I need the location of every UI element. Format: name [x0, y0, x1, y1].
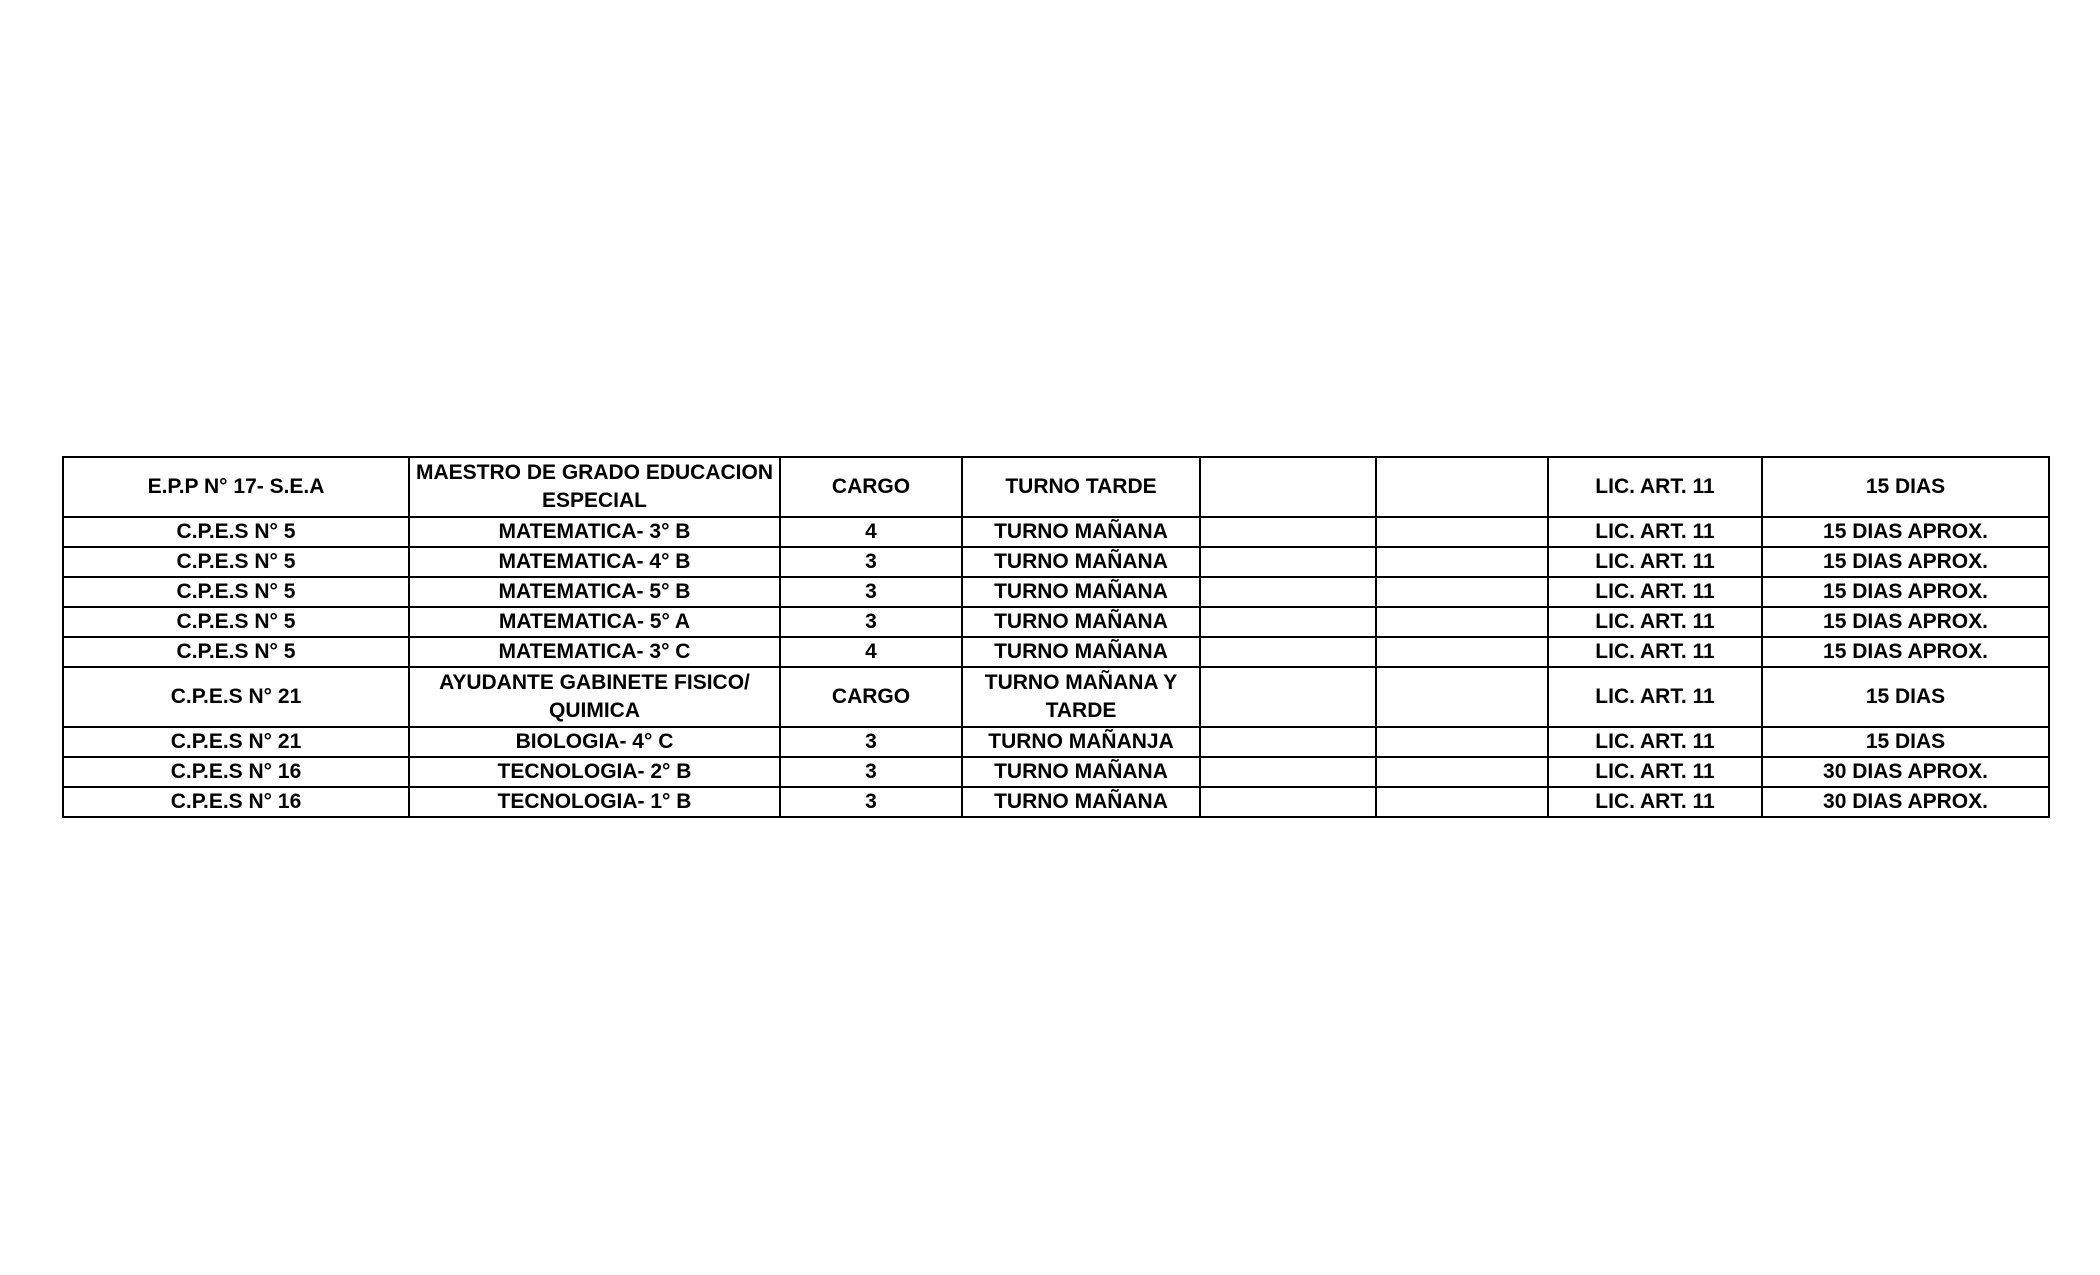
license-cell: LIC. ART. 11: [1548, 607, 1762, 637]
table-row: [63, 607, 2049, 637]
license-cell: LIC. ART. 11: [1548, 547, 1762, 577]
empty-cell: [1200, 787, 1376, 817]
subject-cell: MATEMATICA- 5° B: [409, 577, 780, 607]
shift-cell: TURNO MAÑANA: [962, 637, 1200, 667]
empty-cell: [1200, 757, 1376, 787]
duration-cell: 15 DIAS APROX.: [1762, 607, 2049, 637]
table-row: [63, 517, 2049, 547]
shift-cell: TURNO MAÑANA: [962, 607, 1200, 637]
duration-cell: 15 DIAS: [1762, 457, 2049, 517]
empty-cell: [1376, 547, 1548, 577]
license-cell: LIC. ART. 11: [1548, 787, 1762, 817]
school-cell: C.P.E.S N° 16: [63, 757, 409, 787]
license-cell: LIC. ART. 11: [1548, 667, 1762, 727]
hours-cell: 4: [780, 637, 962, 667]
empty-cell: [1376, 667, 1548, 727]
empty-cell: [1200, 607, 1376, 637]
subject-cell: TECNOLOGIA- 1° B: [409, 787, 780, 817]
duration-cell: 30 DIAS APROX.: [1762, 757, 2049, 787]
school-cell: E.P.P N° 17- S.E.A: [63, 457, 409, 517]
subject-cell: MATEMATICA- 3° B: [409, 517, 780, 547]
duration-cell: 15 DIAS APROX.: [1762, 577, 2049, 607]
license-cell: LIC. ART. 11: [1548, 457, 1762, 517]
hours-cell: 3: [780, 547, 962, 577]
subject-cell: MATEMATICA- 3° C: [409, 637, 780, 667]
empty-cell: [1376, 757, 1548, 787]
empty-cell: [1376, 607, 1548, 637]
subject-cell: TECNOLOGIA- 2° B: [409, 757, 780, 787]
table-row: [63, 637, 2049, 667]
hours-cell: 3: [780, 727, 962, 757]
empty-cell: [1376, 577, 1548, 607]
school-cell: C.P.E.S N° 5: [63, 517, 409, 547]
empty-cell: [1376, 457, 1548, 517]
shift-cell: TURNO MAÑANA: [962, 547, 1200, 577]
school-cell: C.P.E.S N° 5: [63, 547, 409, 577]
table-row: [63, 727, 2049, 757]
duration-cell: 15 DIAS APROX.: [1762, 547, 2049, 577]
empty-cell: [1376, 727, 1548, 757]
subject-cell: MATEMATICA- 5° A: [409, 607, 780, 637]
subject-cell: BIOLOGIA- 4° C: [409, 727, 780, 757]
license-cell: LIC. ART. 11: [1548, 577, 1762, 607]
school-cell: C.P.E.S N° 21: [63, 667, 409, 727]
duration-cell: 15 DIAS APROX.: [1762, 517, 2049, 547]
shift-cell: TURNO MAÑANA: [962, 757, 1200, 787]
hours-cell: 4: [780, 517, 962, 547]
table-row: [63, 547, 2049, 577]
shift-cell: TURNO TARDE: [962, 457, 1200, 517]
duration-cell: 30 DIAS APROX.: [1762, 787, 2049, 817]
license-cell: LIC. ART. 11: [1548, 727, 1762, 757]
hours-cell: CARGO: [780, 667, 962, 727]
duration-cell: 15 DIAS: [1762, 667, 2049, 727]
shift-cell: TURNO MAÑANA Y TARDE: [962, 667, 1200, 727]
data-table: [62, 456, 2050, 818]
license-cell: LIC. ART. 11: [1548, 757, 1762, 787]
school-cell: C.P.E.S N° 5: [63, 607, 409, 637]
empty-cell: [1200, 577, 1376, 607]
license-cell: LIC. ART. 11: [1548, 517, 1762, 547]
table-row: [63, 787, 2049, 817]
school-cell: C.P.E.S N° 5: [63, 637, 409, 667]
school-cell: C.P.E.S N° 16: [63, 787, 409, 817]
subject-cell: MATEMATICA- 4° B: [409, 547, 780, 577]
school-cell: C.P.E.S N° 5: [63, 577, 409, 607]
table-row: [63, 667, 2049, 727]
empty-cell: [1200, 517, 1376, 547]
subject-cell: AYUDANTE GABINETE FISICO/ QUIMICA: [409, 667, 780, 727]
shift-cell: TURNO MAÑANA: [962, 517, 1200, 547]
hours-cell: 3: [780, 577, 962, 607]
empty-cell: [1200, 547, 1376, 577]
table-row: [63, 457, 2049, 517]
license-cell: LIC. ART. 11: [1548, 637, 1762, 667]
empty-cell: [1376, 637, 1548, 667]
document-page: [62, 456, 2048, 818]
hours-cell: 3: [780, 787, 962, 817]
hours-cell: CARGO: [780, 457, 962, 517]
school-cell: C.P.E.S N° 21: [63, 727, 409, 757]
shift-cell: TURNO MAÑANA: [962, 787, 1200, 817]
duration-cell: 15 DIAS: [1762, 727, 2049, 757]
empty-cell: [1200, 637, 1376, 667]
table-row: [63, 757, 2049, 787]
empty-cell: [1200, 457, 1376, 517]
empty-cell: [1200, 667, 1376, 727]
empty-cell: [1200, 727, 1376, 757]
shift-cell: TURNO MAÑANJA: [962, 727, 1200, 757]
subject-cell: MAESTRO DE GRADO EDUCACION ESPECIAL: [409, 457, 780, 517]
table-row: [63, 577, 2049, 607]
hours-cell: 3: [780, 607, 962, 637]
empty-cell: [1376, 517, 1548, 547]
shift-cell: TURNO MAÑANA: [962, 577, 1200, 607]
hours-cell: 3: [780, 757, 962, 787]
duration-cell: 15 DIAS APROX.: [1762, 637, 2049, 667]
empty-cell: [1376, 787, 1548, 817]
